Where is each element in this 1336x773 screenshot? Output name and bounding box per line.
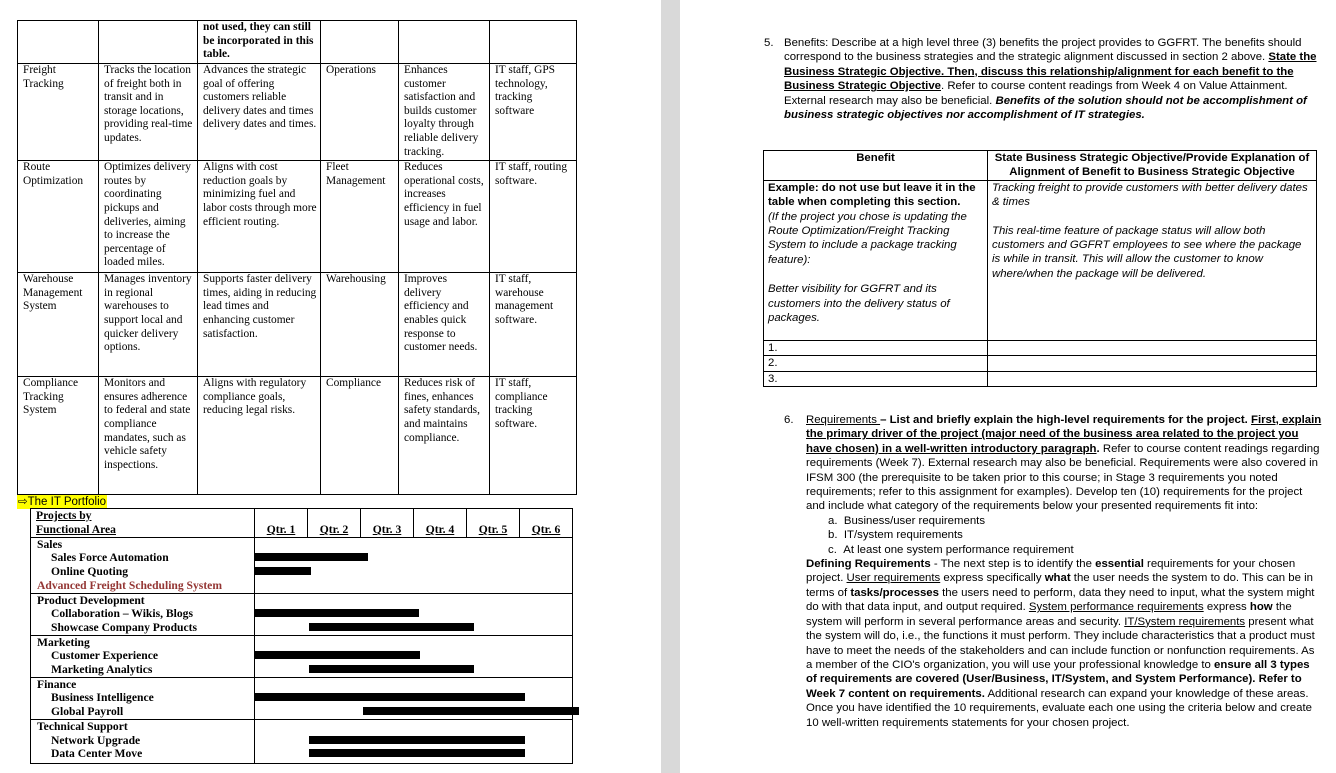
list-marker: a. — [828, 514, 838, 527]
table-cell: Fleet Management — [321, 161, 399, 273]
column-header: Benefit — [764, 151, 988, 181]
section-text: the user needs the system to do. This can be in terms of — [806, 572, 1313, 599]
table-cell: IT staff, GPS technology, tracking software — [490, 64, 577, 161]
table-header-row — [764, 151, 1317, 181]
section-text: present what the system will do, i.e., the functions it must perform. They include characteristics that a product must have to meet the needs of the stakeholders and can include function or nonfunction requirements. As a member of the CIO's organization, you will use your professional knowledge to — [806, 615, 1315, 671]
gantt-group-row — [31, 719, 573, 763]
gantt-group-row — [31, 635, 573, 677]
section-text: the users need to perform, data they need to input, what the system might do with that data input, and output required. — [806, 586, 1315, 614]
project-label: Marketing Analytics — [51, 663, 153, 677]
table-cell: not used, they can still be incorporated in this table. — [198, 21, 321, 64]
gantt-group-row — [31, 593, 573, 635]
section-text: requirements for your chosen project. — [806, 558, 1296, 585]
list-item — [828, 543, 1322, 557]
project-label: Online Quoting — [51, 565, 128, 579]
section-intro — [806, 413, 1322, 514]
project-label: Network Upgrade — [51, 733, 141, 747]
section-text: . — [1096, 442, 1100, 455]
left-document-page — [0, 0, 661, 773]
it-portfolio-heading: ⇨The IT Portfolio — [18, 496, 107, 508]
section-text: express — [1203, 601, 1250, 614]
gantt-bar — [309, 749, 525, 757]
quarter-header: Qtr. 3 — [372, 523, 402, 536]
section-emphasis: Defining Requirements — [806, 558, 931, 571]
project-label: Collaboration – Wikis, Blogs — [51, 607, 193, 621]
table-row[interactable] — [764, 340, 1317, 355]
defining-requirements-paragraph — [806, 557, 1322, 701]
table-row — [18, 64, 577, 161]
table-cell: Aligns with regulatory compliance goals, reducing legal risks. — [198, 377, 321, 495]
functional-area-label: Finance — [37, 677, 77, 691]
section-term: IT/System requirements — [1124, 615, 1246, 628]
gantt-bar — [255, 693, 525, 701]
section-text: Refer to course content readings regarding requirements (Week 7). External research may also be beneficial. Requirements were also covered in IFSM 300 (the prerequisite to be taken prior to this course; in Stage 3 requirements you noted requirements; refer to this assignment for examples). Develop ten (10) requirements for the project and include what category of the requirements below your presented requirements fit into: — [806, 442, 1320, 513]
project-label: Sales Force Automation — [51, 551, 169, 565]
table-cell: Freight Tracking — [18, 64, 99, 161]
closing-paragraph: Once you have identified the 10 requirements, evaluate each one using the criteria below and create 10 well-written requirements statements for your chosen project. — [806, 702, 1312, 729]
table-cell: Optimizes delivery routes by coordinating pickups and deliveries, aiming to increase the percentage of loaded miles. — [99, 161, 198, 273]
section-emphasis: essential — [1095, 558, 1144, 571]
section-title: Requirements — [806, 414, 881, 426]
functional-area-label: Product Development — [37, 593, 145, 607]
quarter-header: Qtr. 2 — [319, 523, 349, 536]
example-objective: Tracking freight to provide customers with better delivery dates & times — [992, 181, 1308, 209]
objective-cell[interactable] — [988, 371, 1317, 386]
benefit-cell[interactable]: 3. — [764, 371, 988, 386]
table-cell: Tracks the location of freight both in transit and in storage locations, providing real-time updates. — [99, 64, 198, 161]
section-text: . Refer to course content readings from Week 4 on Value Attainment. External research may also be beneficial. — [784, 80, 1288, 107]
list-marker: c. — [828, 543, 837, 556]
gantt-header-row — [31, 509, 573, 538]
table-row[interactable] — [764, 371, 1317, 386]
functional-area-label: Sales — [37, 537, 63, 551]
section-text: Additional research can expand your knowledge of these areas. — [984, 687, 1309, 700]
table-cell: IT staff, compliance tracking software. — [490, 377, 577, 495]
table-row[interactable] — [764, 356, 1317, 371]
section-term: User requirements — [846, 572, 941, 585]
table-cell: IT staff, routing software. — [490, 161, 577, 273]
column-header: State Business Strategic Objective/Provide Explanation of Alignment of Benefit to Business Strategic Objective — [988, 151, 1317, 181]
section-text: Benefits: Describe at a high level three (3) benefits the project provides to GGFRT. The benefits should correspond to the business strategies and the strategic alignment discussed in section 2 above. — [784, 37, 1302, 64]
section-6-requirements — [784, 413, 1322, 730]
list-item — [828, 514, 1322, 528]
table-cell: Enhances customer satisfaction and builds customer loyalty through reliable delivery tracking. — [399, 64, 490, 161]
section-number: 6. — [784, 414, 794, 426]
gantt-header-label: Functional Area — [36, 522, 116, 536]
list-item — [828, 528, 1322, 542]
gantt-group-row — [31, 677, 573, 719]
list-text: At least one system performance requirement — [843, 543, 1074, 556]
section-text: the system will perform in several performance areas and security. — [806, 601, 1292, 628]
table-cell: Route Optimization — [18, 161, 99, 273]
section-emphasis: – List and briefly explain the high-level requirements for the project. — [880, 414, 1248, 426]
functional-area-label: Marketing — [37, 635, 90, 649]
functional-area-label: Technical Support — [37, 719, 128, 733]
project-label: Business Intelligence — [51, 691, 154, 705]
table-cell: Supports faster delivery times, aiding in reducing lead times and enhancing customer satisfaction. — [198, 273, 321, 377]
gantt-bar — [255, 553, 368, 561]
table-row — [764, 180, 1317, 340]
gantt-bar — [255, 609, 419, 617]
example-explanation: This real-time feature of package status will allow both customers and GGFRT employees to see where the package is while in transit. This will allow the customer to know where/when the package will be delivered. — [992, 224, 1302, 280]
project-label: Showcase Company Products — [51, 620, 198, 634]
example-label: Example: do not use but leave it in the table when completing this section. — [768, 181, 976, 209]
section-emphasis: how — [1249, 601, 1273, 614]
section-emphasis: First, explain the primary driver of the project (major need of the business area related to the project you have chosen) in a well-written introductory paragraph — [806, 414, 1322, 455]
right-document-page — [680, 0, 1336, 773]
objective-cell[interactable] — [988, 356, 1317, 371]
gantt-bar — [309, 736, 525, 744]
gantt-bar — [309, 665, 474, 673]
table-cell: Reduces operational costs, increases efficiency in fuel usage and labor. — [399, 161, 490, 273]
table-cell: Warehouse Management System — [18, 273, 99, 377]
list-text: Business/user requirements — [843, 514, 986, 527]
table-cell: Reduces risk of fines, enhances safety standards, and maintains compliance. — [399, 377, 490, 495]
table-cell: IT staff, warehouse management software. — [490, 273, 577, 377]
project-label-highlight: Advanced Freight Scheduling System — [37, 578, 222, 592]
project-label: Global Payroll — [51, 705, 124, 719]
systems-table — [17, 20, 577, 495]
gantt-bar — [255, 567, 311, 575]
table-cell: Warehousing — [321, 273, 399, 377]
table-row — [18, 377, 577, 495]
table-cell: Advances the strategic goal of offering customers reliable delivery dates and times delivery dates and times. — [198, 64, 321, 161]
gantt-bar — [363, 707, 579, 715]
table-cell: Improves delivery efficiency and enables quick response to customer needs. — [399, 273, 490, 377]
project-label: Data Center Move — [51, 747, 143, 761]
objective-cell[interactable] — [988, 340, 1317, 355]
quarter-header: Qtr. 6 — [531, 523, 561, 536]
section-emphasis: tasks/processes — [850, 586, 939, 599]
table-cell: Compliance Tracking System — [18, 377, 99, 495]
example-note: (If the project you chose is updating the Route Optimization/Freight Tracking System to include a package tracking feature): — [768, 210, 967, 266]
quarter-header: Qtr. 4 — [425, 523, 455, 536]
gantt-header-label: Projects by — [36, 509, 92, 522]
example-benefit: Better visibility for GGFRT and its customers into the delivery status of packages. — [768, 283, 950, 325]
section-text: - The next step is to identify the — [930, 558, 1096, 571]
table-cell: Monitors and ensures adherence to federal and state compliance mandates, such as vehicle safety inspections. — [99, 377, 198, 495]
gantt-bar — [309, 623, 474, 631]
section-term: System performance requirements — [1028, 601, 1204, 614]
section-5-benefits — [764, 36, 1324, 122]
table-cell: Manages inventory in regional warehouses to support local and quicker delivery options. — [99, 273, 198, 377]
project-label: Customer Experience — [51, 649, 159, 663]
list-text: IT/system requirements — [843, 529, 963, 542]
it-portfolio-gantt — [30, 508, 573, 764]
section-emphasis: what — [1044, 572, 1071, 585]
gantt-bar — [255, 651, 420, 659]
list-marker: b. — [828, 529, 838, 542]
table-row — [18, 273, 577, 377]
benefits-table — [763, 150, 1317, 387]
section-emphasis: State the Business Strategic Objective. Then, discuss this relationship/alignment for each benefit to the Business Strategic Objective — [784, 51, 1317, 93]
page-gutter — [661, 0, 680, 773]
benefit-cell[interactable]: 2. — [764, 356, 988, 371]
benefit-cell[interactable]: 1. — [764, 340, 988, 355]
section-number: 5. — [764, 37, 774, 49]
quarter-header: Qtr. 1 — [266, 523, 296, 536]
table-cell: Operations — [321, 64, 399, 161]
section-emphasis: Benefits of the solution should not be accomplishment of business strategic objectives nor accomplishment of IT strategies. — [784, 94, 1307, 122]
table-cell: Compliance — [321, 377, 399, 495]
table-cell: Aligns with cost reduction goals by minimizing fuel and labor costs through more efficient routing. — [198, 161, 321, 273]
section-text: express specifically — [940, 572, 1045, 585]
gantt-group-row — [31, 537, 573, 593]
section-emphasis: ensure all 3 types of requirements are covered (User/Business, IT/System, and System Performance). Refer to Week 7 content on requirements. — [806, 658, 1310, 700]
requirements-category-list — [828, 514, 1322, 557]
table-row — [18, 161, 577, 273]
quarter-header: Qtr. 5 — [478, 523, 508, 536]
table-row — [18, 21, 577, 64]
